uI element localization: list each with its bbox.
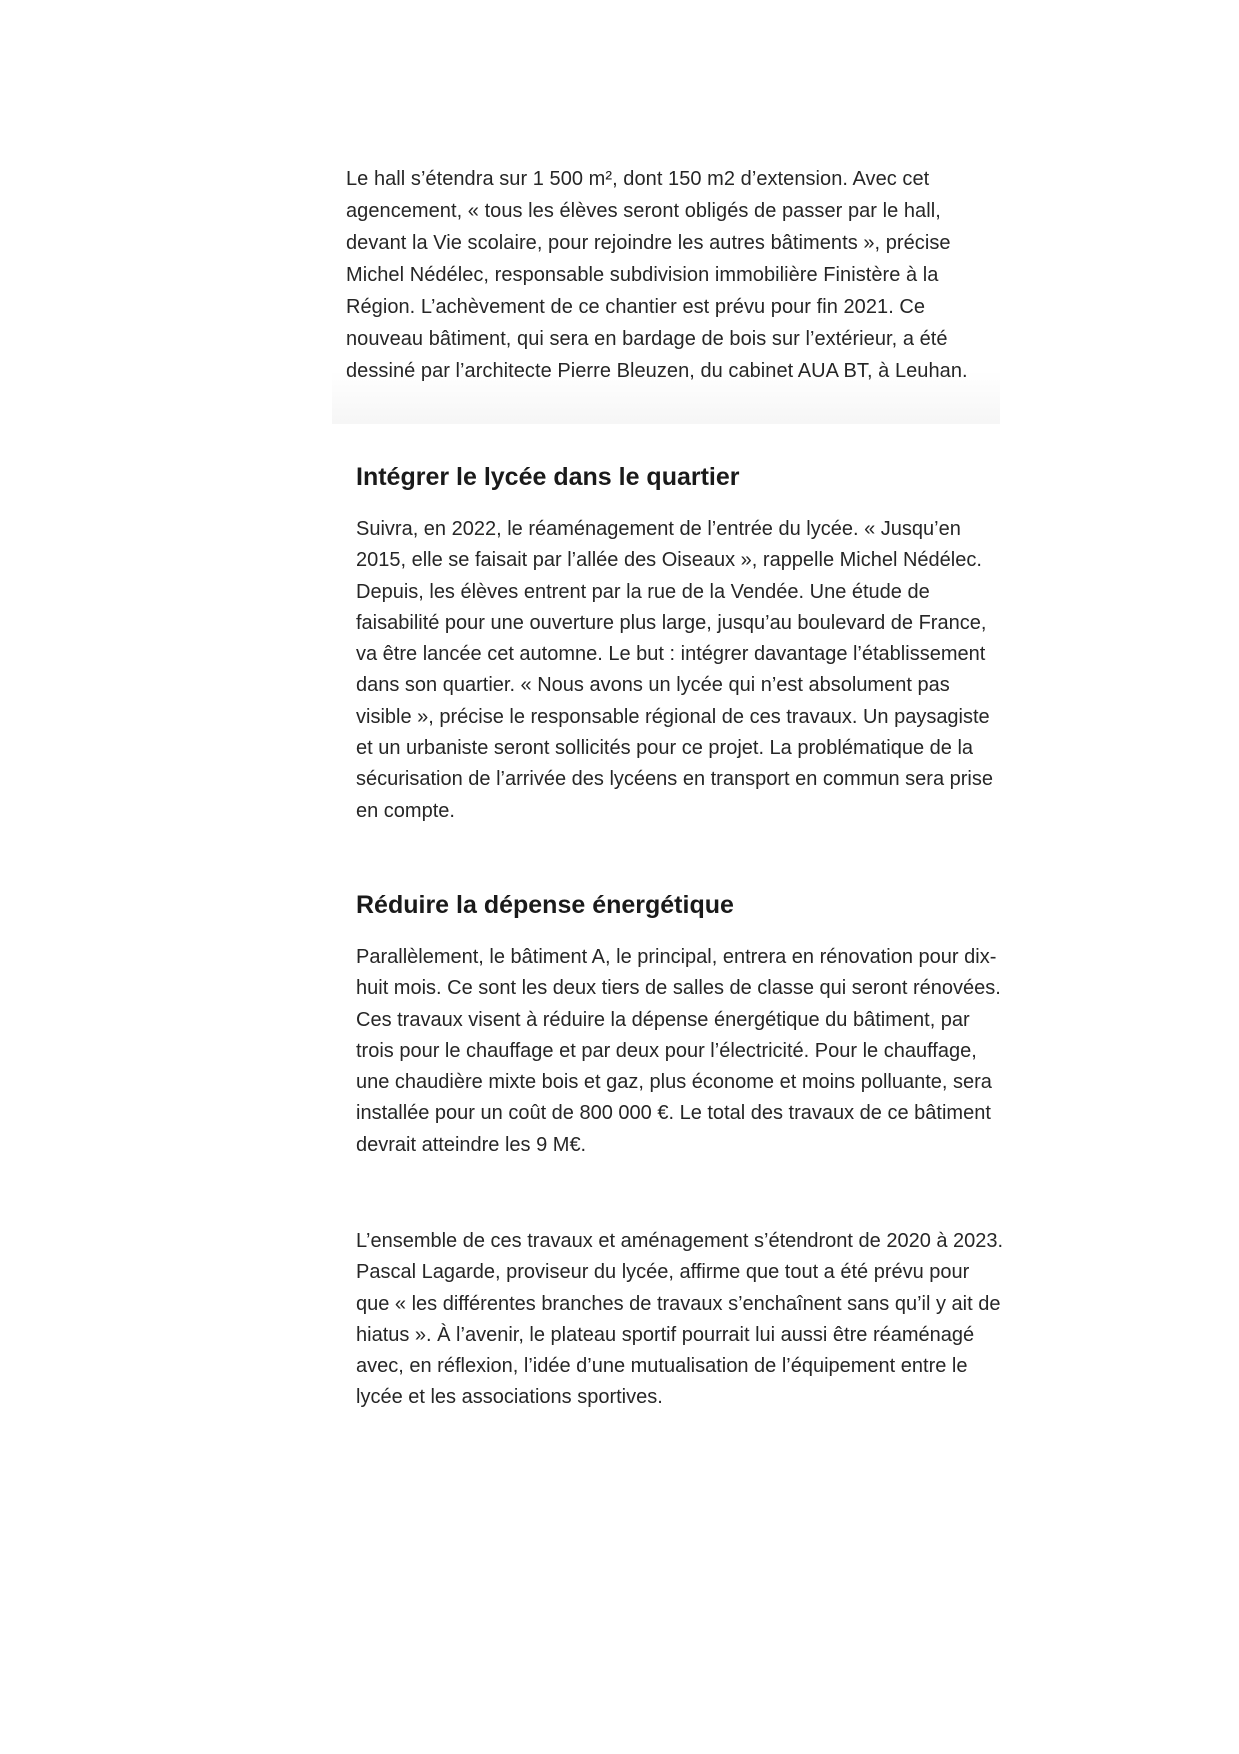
section-paragraph: Suivra, en 2022, le réaménagement de l’entrée du lycée. « Jusqu’en 2015, elle se faisait par l’allée des Oiseaux », rappelle Michel Nédélec. Depuis, les élèves entrent par la rue de la Vendée. Une étude de faisabilité pour une ouverture plus large, jusqu’au boulevard de France, va être lancée cet automne. Le but : intégrer davantage l’établissement dans son quartier. « Nous avons un lycée qui n’est absolument pas visible », précise le responsable régional de ces travaux. Un paysagiste et un urbaniste seront sollicités pour ce projet. La problématique de la sécurisation de l’arrivée des lycéens en transport en commun sera prise en compte. xyxy=(356,518,993,822)
section-paragraph: Parallèlement, le bâtiment A, le principal, entrera en rénovation pour dix-huit mois. Ce sont les deux tiers de salles de classe qui seront rénovées. Ces travaux visent à réduire la dépense énergétique du bâtiment, par trois pour le chauffage et par deux pour l’électricité. Pour le chauffage, une chaudière mixte bois et gaz, plus économe et moins polluante, sera installée pour un coût de 800 000 €. Le total des travaux de ce bâtiment devrait atteindre les 9 M€. xyxy=(356,946,1001,1156)
section-heading: Réduire la dépense énergétique xyxy=(356,891,734,919)
closing-paragraph: L’ensemble de ces travaux et aménagement s’étendront de 2020 à 2023. Pascal Lagarde, proviseur du lycée, affirme que tout a été prévu pour que « les différentes branches de travaux s’enchaînent sans qu’il y ait de hiatus ». À l’avenir, le plateau sportif pourrait lui aussi être réaménagé avec, en réflexion, l’idée d’une mutualisation de l’équipement entre le lycée et les associations sportives. xyxy=(356,1230,1004,1409)
closing-section xyxy=(356,1226,1006,1414)
section-integrer-lycee xyxy=(356,461,1006,827)
section-heading: Intégrer le lycée dans le quartier xyxy=(356,463,740,491)
section-reduire-depense xyxy=(356,889,1006,1161)
intro-paragraph: Le hall s’étendra sur 1 500 m², dont 150 m2 d’extension. Avec cet agencement, « tous les élèves seront obligés de passer par le hall, devant la Vie scolaire, pour rejoindre les autres bâtiments », précise Michel Nédélec, responsable subdivision immobilière Finistère à la Région. L’achèvement de ce chantier est prévu pour fin 2021. Ce nouveau bâtiment, qui sera en bardage de bois sur l’extérieur, a été dessiné par l’architecte Pierre Bleuzen, du cabinet AUA BT, à Leuhan. xyxy=(346,168,968,382)
